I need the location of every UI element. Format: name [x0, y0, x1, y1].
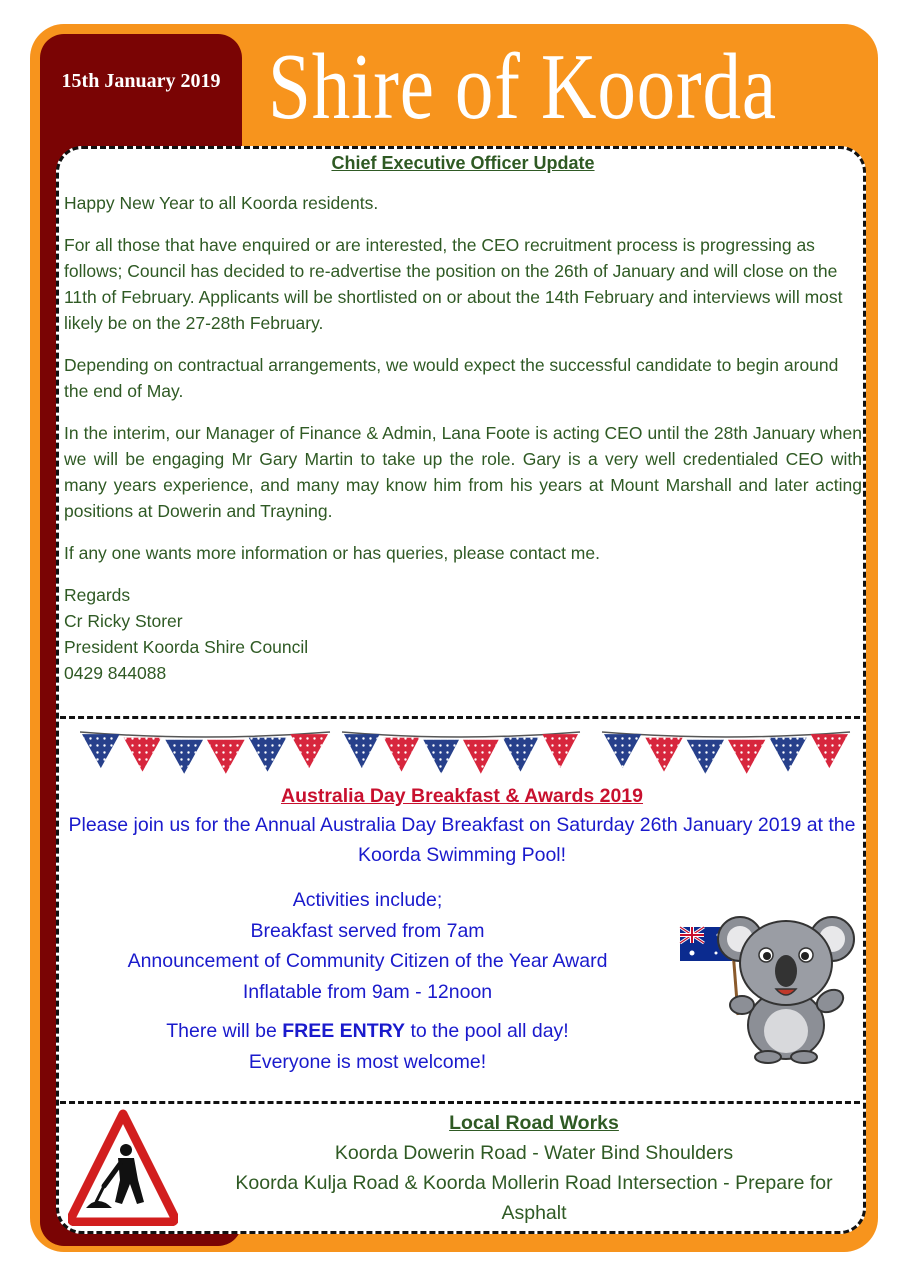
bunting-flag-dots	[687, 740, 724, 774]
free-entry-pre: There will be	[166, 1020, 283, 1042]
activities-intro: Activities include;	[292, 889, 443, 911]
bunting-flags-icon	[80, 728, 860, 780]
road-works-heading: Local Road Works	[449, 1112, 619, 1134]
ceo-update-heading: Chief Executive Officer Update	[331, 153, 595, 173]
bunting-flag-dots	[463, 740, 499, 774]
ceo-update-section	[64, 150, 862, 686]
bunting-flag-dots	[290, 734, 328, 768]
australia-day-invite: Please join us for the Annual Australia Day Breakfast on Saturday 26th January 2019 at the Koorda Swimming Pool!	[68, 814, 856, 866]
activities-list	[80, 885, 655, 1007]
activity-item: Inflatable from 9am - 12noon	[242, 980, 493, 1003]
bunting-flag-dots	[384, 738, 420, 772]
signature-block	[64, 582, 862, 686]
road-works-item: Koorda Kulja Road & Koorda Mollerin Road Intersection - Prepare for Asphalt	[235, 1172, 833, 1224]
bunting-flag-dots	[249, 738, 287, 772]
bunting-flag-dots	[207, 740, 245, 774]
ceo-paragraph-2: For all those that have enquired or are interested, the CEO recruitment process is progressing as follows; Council has decided to re-advertise the position on the 26th of January and will close on the 11th of February. Applicants will be shortlisted on or about the 14th February and interviews will most likely be on the 27-28th February.	[64, 235, 843, 333]
australia-day-heading: Australia Day Breakfast & Awards 2019	[280, 785, 644, 807]
section-divider-1	[60, 716, 860, 719]
activity-item: Announcement of Community Citizen of the Year Award	[127, 950, 608, 972]
ceo-paragraph-1: Happy New Year to all Koorda residents.	[64, 193, 379, 213]
bunting-flag-dots	[542, 734, 578, 768]
section-divider-2	[60, 1101, 860, 1104]
bunting-flag-dots	[811, 734, 848, 768]
ceo-paragraph-5: If any one wants more information or has queries, please contact me.	[64, 543, 600, 563]
free-entry-notice	[80, 1016, 655, 1078]
ceo-paragraph-3: Depending on contractual arrangements, we would expect the successful candidate to begin around the end of May.	[64, 355, 839, 401]
welcome-line: Everyone is most welcome!	[248, 1051, 487, 1073]
bunting-flag-dots	[165, 740, 203, 774]
free-entry-post: to the pool all day!	[405, 1020, 569, 1042]
signature-phone: 0429 844088	[64, 663, 167, 683]
roadworks-sign-icon	[68, 1108, 178, 1226]
bunting-flag-dots	[82, 734, 120, 768]
ceo-paragraph-4: In the interim, our Manager of Finance & Admin, Lana Foote is acting CEO until the 28th January when we will be engaging Mr Gary Martin to take up the role. Gary is a very well credentialed CEO with many years experience, and many may know him from his years at Mount Marshall and later acting positions at Dowerin and Trayning.	[64, 423, 862, 521]
free-entry-bold: FREE ENTRY	[282, 1020, 406, 1042]
bunting-flag-dots	[124, 738, 162, 772]
bunting-flag-dots	[604, 734, 641, 768]
australia-day-section	[64, 782, 860, 870]
bunting-flag-dots	[645, 738, 682, 772]
signature-line: Regards	[64, 585, 131, 605]
activity-item: Breakfast served from 7am	[250, 919, 485, 942]
signature-line: President Koorda Shire Council	[64, 637, 309, 657]
signature-line: Cr Ricky Storer	[64, 611, 183, 631]
newsletter-title: Shire of Koorda	[268, 35, 777, 139]
koala-with-flag-icon	[676, 905, 856, 1065]
bunting-flag-dots	[769, 738, 806, 772]
issue-date: 15th January 2019	[61, 70, 221, 92]
bunting-flag-dots	[344, 734, 380, 768]
bunting-flag-dots	[423, 740, 459, 774]
bunting-flag-dots	[503, 738, 539, 772]
road-works-section	[208, 1108, 860, 1228]
road-works-item: Koorda Dowerin Road - Water Bind Shoulders	[334, 1142, 734, 1164]
bunting-flag-dots	[728, 740, 765, 774]
